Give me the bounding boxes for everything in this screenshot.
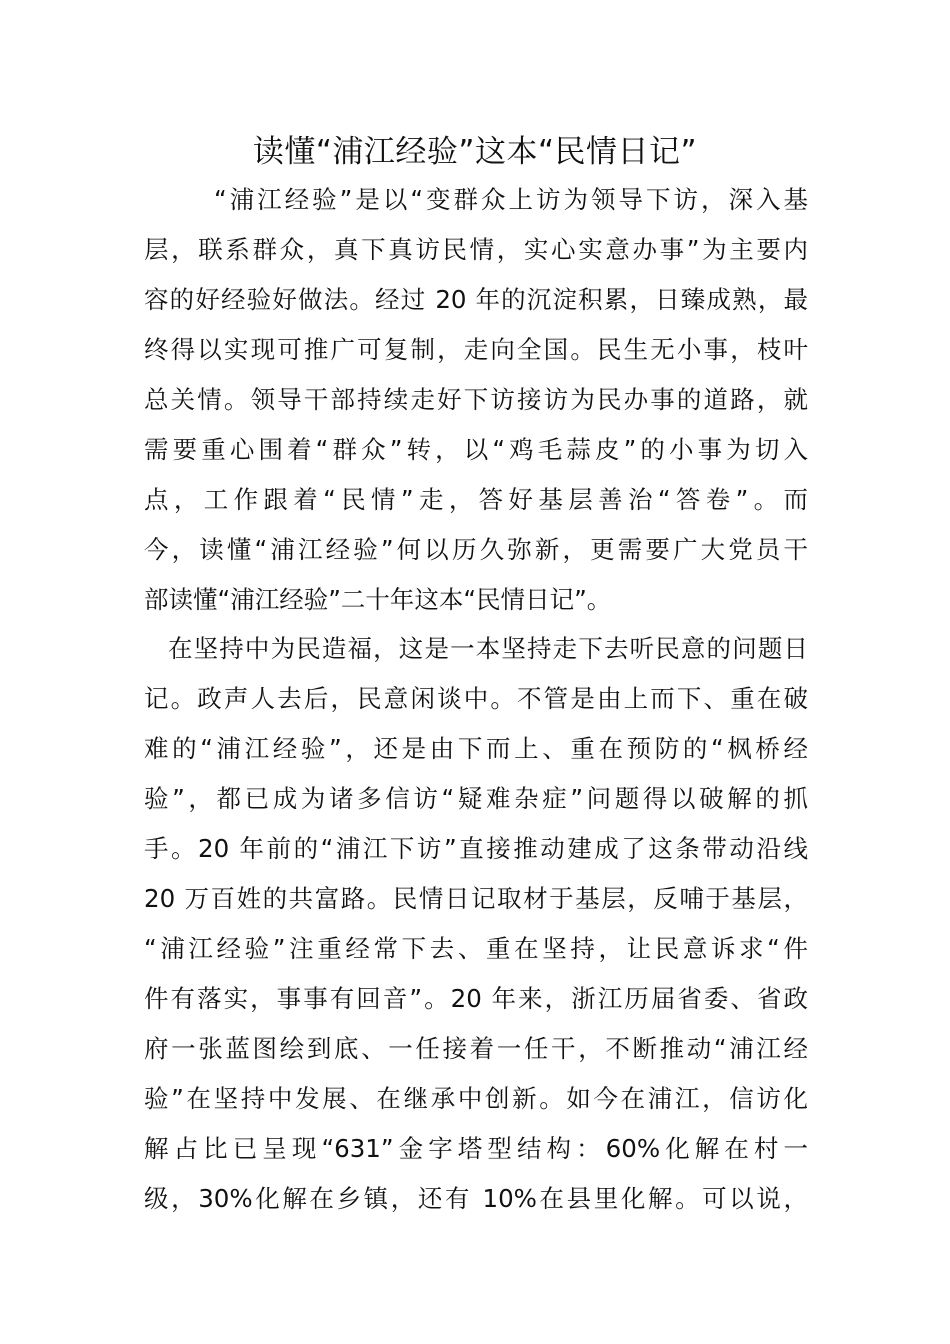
paragraph-2-line-1: 在坚持中为民造福，这是一本坚持走下去听民意的问题日 xyxy=(168,634,808,663)
paragraph-1-line-5: 总关情。领导干部持续走好下访接访为民办事的道路，就 xyxy=(144,385,808,414)
paragraph-2-line-11: 解占比已呈现“631”金字塔型结构：60%化解在村一 xyxy=(144,1134,808,1163)
paragraph-2-line-4: 验”，都已成为诸多信访“疑难杂症”问题得以破解的抓 xyxy=(144,784,808,813)
document-title: 读懂“浦江经验”这本“民情日记” xyxy=(252,134,698,170)
paragraph-2-line-9: 府一张蓝图绘到底、一任接着一任干，不断推动“浦江经 xyxy=(144,1034,808,1063)
paragraph-2-line-10: 验”在坚持中发展、在继承中创新。如今在浦江，信访化 xyxy=(144,1084,808,1113)
paragraph-2-line-2: 记。政声人去后，民意闲谈中。不管是由上而下、重在破 xyxy=(144,684,808,713)
paragraph-1-line-4: 终得以实现可推广可复制，走向全国。民生无小事，枝叶 xyxy=(144,335,808,364)
paragraph-1-line-3: 容的好经验好做法。经过 20 年的沉淀积累，日臻成熟，最 xyxy=(144,285,808,314)
paragraph-1-line-9: 部读懂“浦江经验”二十年这本“民情日记”。 xyxy=(144,585,612,614)
paragraph-2-line-12: 级，30%化解在乡镇，还有 10%在县里化解。可以说， xyxy=(144,1184,808,1213)
paragraph-2-line-6: 20 万百姓的共富路。民情日记取材于基层，反哺于基层， xyxy=(144,884,808,913)
paragraph-1-line-7: 点，工作跟着“民情”走，答好基层善治“答卷”。而 xyxy=(144,485,808,514)
paragraph-2-line-5: 手。20 年前的“浦江下访”直接推动建成了这条带动沿线 xyxy=(144,834,808,863)
paragraph-2-line-3: 难的“浦江经验”，还是由下而上、重在预防的“枫桥经 xyxy=(144,734,808,763)
paragraph-2-line-7: “浦江经验”注重经常下去、重在坚持，让民意诉求“件 xyxy=(144,934,808,963)
paragraph-1-line-1: “浦江经验”是以“变群众上访为领导下访，深入基 xyxy=(214,185,808,214)
paragraph-1-line-6: 需要重心围着“群众”转，以“鸡毛蒜皮”的小事为切入 xyxy=(144,435,808,464)
paragraph-1-line-2: 层，联系群众，真下真访民情，实心实意办事”为主要内 xyxy=(144,235,808,264)
paragraph-2-line-8: 件有落实，事事有回音”。20 年来，浙江历届省委、省政 xyxy=(144,984,808,1013)
paragraph-1-line-8: 今，读懂“浦江经验”何以历久弥新，更需要广大党员干 xyxy=(144,535,808,564)
